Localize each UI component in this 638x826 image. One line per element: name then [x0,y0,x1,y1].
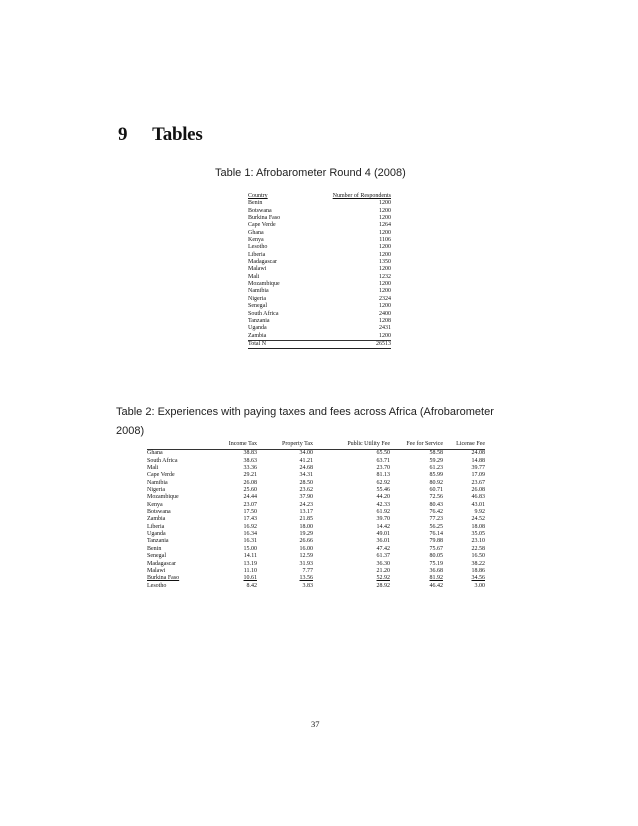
table1-row [248,259,391,266]
table2-property-tax-cell: 18.00 [299,523,313,530]
table2-row [147,524,485,531]
table1-country-cell: Benin [248,200,263,207]
table2-income-tax-cell: 38.83 [243,450,257,457]
table1-header-row [248,193,391,200]
table2-license-fee-cell: 46.83 [471,494,485,501]
table2-country-cell: Benin [147,545,162,552]
table2-header-public-utility-fee: Public Utility Fee [313,441,390,450]
table2-license-fee-cell: 17.09 [471,472,485,479]
table1-respondents-cell: 1200 [379,215,391,222]
table2-license-fee-cell: 39.77 [471,465,485,472]
table2-row [147,472,485,479]
table2-license-fee-cell: 22.58 [471,545,485,552]
table2-fee-for-service-cell: 75.67 [429,545,443,552]
table2-property-tax-cell: 34.00 [299,450,313,457]
table2-license-fee-cell: 24.08 [471,450,485,457]
table2-public-utility-fee-cell: 28.92 [376,582,390,589]
table2-public-utility-fee-cell: 52.92 [376,575,390,582]
table1-caption: Table 1: Afrobarometer Round 4 (2008) [215,167,406,179]
table2-public-utility-fee-cell: 21.20 [376,567,390,574]
table2-property-tax-cell: 31.93 [299,560,313,567]
table2-country-cell: Burkina Faso [147,575,180,582]
table2-row [147,575,485,582]
table2-fee-for-service-cell: 80.43 [429,501,443,508]
section-title: Tables [152,124,203,145]
table1-row [248,333,391,341]
table2-country-cell: Uganda [147,531,166,538]
table2-country-cell: Mali [147,465,159,472]
table2-country-cell: Lesotho [147,582,167,589]
table1-row [248,222,391,229]
table2-income-tax-cell: 15.00 [243,545,257,552]
table1-respondents-cell: 1208 [379,317,391,324]
table1-country-cell: Lesotho [248,244,268,251]
table1-country-cell: Uganda [248,325,267,332]
table2-country-cell: South Africa [147,457,178,464]
table2-row [147,450,485,458]
table1-row [248,303,391,310]
table2-income-tax-cell: 33.36 [243,465,257,472]
table2-license-fee-cell: 38.22 [471,560,485,567]
table2-fee-for-service-cell: 59.29 [429,457,443,464]
table2-fee-for-service-cell: 76.42 [429,509,443,516]
table1-header-country: Country [248,193,268,199]
table2-income-tax-cell: 16.34 [243,531,257,538]
table2-row [147,546,485,553]
table2-public-utility-fee-cell: 39.70 [376,516,390,523]
table1-country-cell: Botswana [248,207,272,214]
table1-row [248,274,391,281]
table1-respondents-cell: 1232 [379,273,391,280]
table2-property-tax-cell: 37.90 [299,494,313,501]
table1-country-cell: Ghana [248,229,264,236]
table1-country-cell: South Africa [248,310,279,317]
table2-license-fee-cell: 24.52 [471,516,485,523]
table2-row [147,480,485,487]
table2-income-tax-cell: 10.61 [243,575,257,582]
table2-country-cell: Zambia [147,516,166,523]
table2-row [147,494,485,501]
table2-income-tax-cell: 29.21 [243,472,257,479]
table1-row [248,266,391,273]
table2-public-utility-fee-cell: 36.30 [376,560,390,567]
table1-respondents-cell: 1350 [379,259,391,266]
table2-fee-for-service-cell: 80.92 [429,479,443,486]
table2-property-tax-cell: 34.31 [299,472,313,479]
table2-fee-for-service-cell: 76.14 [429,531,443,538]
table2-property-tax-cell: 16.00 [299,545,313,552]
table2-header-row [147,441,485,450]
table2-property-tax-cell: 26.66 [299,538,313,545]
table2-license-fee-cell: 18.08 [471,523,485,530]
table2-income-tax-cell: 8.42 [246,582,257,589]
table2-license-fee-cell: 23.10 [471,538,485,545]
table1-respondents-cell: 1200 [379,244,391,251]
table2 [147,441,485,590]
table2-fee-for-service-cell: 85.99 [429,472,443,479]
table2-country-cell: Nigeria [147,487,165,494]
table2-license-fee-cell: 3.00 [474,582,485,589]
table1-country-cell: Burkina Faso [248,215,281,222]
table1-row [248,296,391,303]
table2-fee-for-service-cell: 60.71 [429,487,443,494]
table1-row [248,237,391,244]
table2-row [147,487,485,494]
table2-property-tax-cell: 13.56 [299,575,313,582]
table1-country-cell: Kenya [248,237,264,244]
table2-header-country [147,441,201,450]
table2-country-cell: Mozambique [147,494,179,501]
section-number: 9 [118,124,128,145]
table2-country-cell: Cape Verde [147,472,175,479]
table2-row [147,561,485,568]
table2-row [147,509,485,516]
table2-header-fee-for-service: Fee for Service [390,441,443,450]
table1-respondents-cell: 1106 [379,237,391,244]
table2-row [147,583,485,590]
table1-country-cell: Malawi [248,266,267,273]
table2-public-utility-fee-cell: 81.13 [376,472,390,479]
table2-fee-for-service-cell: 77.23 [429,516,443,523]
table2-row [147,516,485,523]
table1-header-respondents: Number of Respondents [332,193,391,199]
table2-fee-for-service-cell: 80.05 [429,553,443,560]
table2-country-cell: Senegal [147,553,166,560]
table2-income-tax-cell: 16.31 [243,538,257,545]
table1-respondents-cell: 1200 [379,207,391,214]
table1-country-cell: Cape Verde [248,222,276,229]
table2-country-cell: Tanzania [147,538,169,545]
table2-public-utility-fee-cell: 14.42 [376,523,390,530]
table1-respondents-cell: 1200 [379,281,391,288]
table2-country-cell: Kenya [147,501,163,508]
table1-respondents-cell: 1200 [379,288,391,295]
table1-country-cell: Madagascar [248,259,277,266]
table1-row [248,244,391,251]
table2-public-utility-fee-cell: 62.92 [376,479,390,486]
table2-fee-for-service-cell: 36.68 [429,567,443,574]
table2-income-tax-cell: 14.11 [243,553,257,560]
table1-country-cell: Senegal [248,303,267,310]
table2-public-utility-fee-cell: 36.01 [376,538,390,545]
table1-row [248,288,391,295]
table2-property-tax-cell: 23.62 [299,487,313,494]
table2-property-tax-cell: 21.85 [299,516,313,523]
table2-fee-for-service-cell: 61.23 [429,465,443,472]
table2-public-utility-fee-cell: 61.92 [376,509,390,516]
table2-public-utility-fee-cell: 23.70 [376,465,390,472]
table2-income-tax-cell: 11.10 [243,567,257,574]
table1-total-value: 26513 [299,340,391,348]
table2-fee-for-service-cell: 81.92 [429,575,443,582]
table2-license-fee-cell: 14.88 [471,457,485,464]
table1-respondents-cell: 1264 [379,222,391,229]
table2-fee-for-service-cell: 56.25 [429,523,443,530]
page-number: 37 [311,719,320,729]
table2-fee-for-service-cell: 79.88 [429,538,443,545]
table2-row [147,458,485,465]
table2-license-fee-cell: 23.67 [471,479,485,486]
table1-country-cell: Mali [248,273,260,280]
table2-income-tax-cell: 16.92 [243,523,257,530]
table1-row [248,325,391,332]
table1-respondents-cell: 1200 [379,251,391,258]
table2-income-tax-cell: 38.63 [243,457,257,464]
table2-row [147,568,485,575]
table1-respondents-cell: 1200 [379,303,391,310]
table1-country-cell: Namibia [248,288,269,295]
table1-row [248,230,391,237]
table1-row [248,200,391,207]
table2-license-fee-cell: 9.92 [474,509,485,516]
table2-country-cell: Malawi [147,567,166,574]
table2-license-fee-cell: 18.86 [471,567,485,574]
table2-caption: Table 2: Experiences with paying taxes and fees across Africa (Afrobarometer 2008) [116,406,494,437]
table2-license-fee-cell: 43.01 [471,501,485,508]
table2-public-utility-fee-cell: 55.46 [376,487,390,494]
table2-row [147,553,485,560]
table1-country-cell: Mozambique [248,281,280,288]
table2-public-utility-fee-cell: 61.37 [376,553,390,560]
table1-respondents-cell: 1200 [379,200,391,207]
table2-country-cell: Ghana [147,450,163,457]
table2-row [147,538,485,545]
table2-public-utility-fee-cell: 65.50 [376,450,390,457]
table1-respondents-cell: 1200 [379,266,391,273]
table2-income-tax-cell: 17.43 [243,516,257,523]
table2-property-tax-cell: 19.29 [299,531,313,538]
table1-row [248,281,391,288]
table1-respondents-cell: 1200 [299,333,391,341]
table1-country-cell: Zambia [248,333,299,341]
table1-row [248,311,391,318]
table1-respondents-cell: 1200 [379,229,391,236]
table2-public-utility-fee-cell: 42.33 [376,501,390,508]
table2-income-tax-cell: 17.50 [243,509,257,516]
table1-row [248,252,391,259]
table2-header-income-tax: Income Tax [201,441,257,450]
table2-income-tax-cell: 23.07 [243,501,257,508]
table2-income-tax-cell: 24.44 [243,494,257,501]
table1-respondents-cell: 2431 [379,325,391,332]
table2-property-tax-cell: 28.50 [299,479,313,486]
table2-row [147,531,485,538]
table2-property-tax-cell: 41.21 [299,457,313,464]
table1-row [248,318,391,325]
table1-country-cell: Nigeria [248,295,266,302]
table2-fee-for-service-cell: 72.56 [429,494,443,501]
section-heading [118,124,202,146]
table2-country-cell: Liberia [147,523,165,530]
table2-property-tax-cell: 24.68 [299,465,313,472]
table2-property-tax-cell: 3.83 [302,582,313,589]
table2-property-tax-cell: 12.59 [299,553,313,560]
table2-fee-for-service-cell: 46.42 [429,582,443,589]
table2-license-fee-cell: 34.56 [471,575,485,582]
table2-income-tax-cell: 13.19 [243,560,257,567]
table2-header-license-fee: License Fee [443,441,485,450]
table2-fee-for-service-cell: 58.58 [429,450,443,457]
table1-respondents-cell: 2324 [379,295,391,302]
table2-license-fee-cell: 16.50 [471,553,485,560]
table2-income-tax-cell: 25.60 [243,487,257,494]
table1-row [248,215,391,222]
table2-header-property-tax: Property Tax [257,441,313,450]
table2-license-fee-cell: 35.05 [471,531,485,538]
table2-country-cell: Botswana [147,509,171,516]
table1-country-cell: Liberia [248,251,266,258]
table2-country-cell: Namibia [147,479,168,486]
table2-property-tax-cell: 7.77 [302,567,313,574]
table2-public-utility-fee-cell: 49.01 [376,531,390,538]
table2-property-tax-cell: 24.23 [299,501,313,508]
table1-row [248,208,391,215]
table2-fee-for-service-cell: 75.19 [429,560,443,567]
table2-public-utility-fee-cell: 47.42 [376,545,390,552]
table2-row [147,465,485,472]
table1-total-row [248,340,391,348]
table1 [248,193,391,349]
table2-public-utility-fee-cell: 63.71 [376,457,390,464]
table1-country-cell: Tanzania [248,317,270,324]
table2-country-cell: Madagascar [147,560,176,567]
table2-income-tax-cell: 26.08 [243,479,257,486]
table1-total-label: Total N [248,340,299,348]
table2-public-utility-fee-cell: 44.20 [376,494,390,501]
table2-row [147,502,485,509]
table2-property-tax-cell: 13.17 [299,509,313,516]
table1-respondents-cell: 2400 [379,310,391,317]
table2-license-fee-cell: 26.08 [471,487,485,494]
